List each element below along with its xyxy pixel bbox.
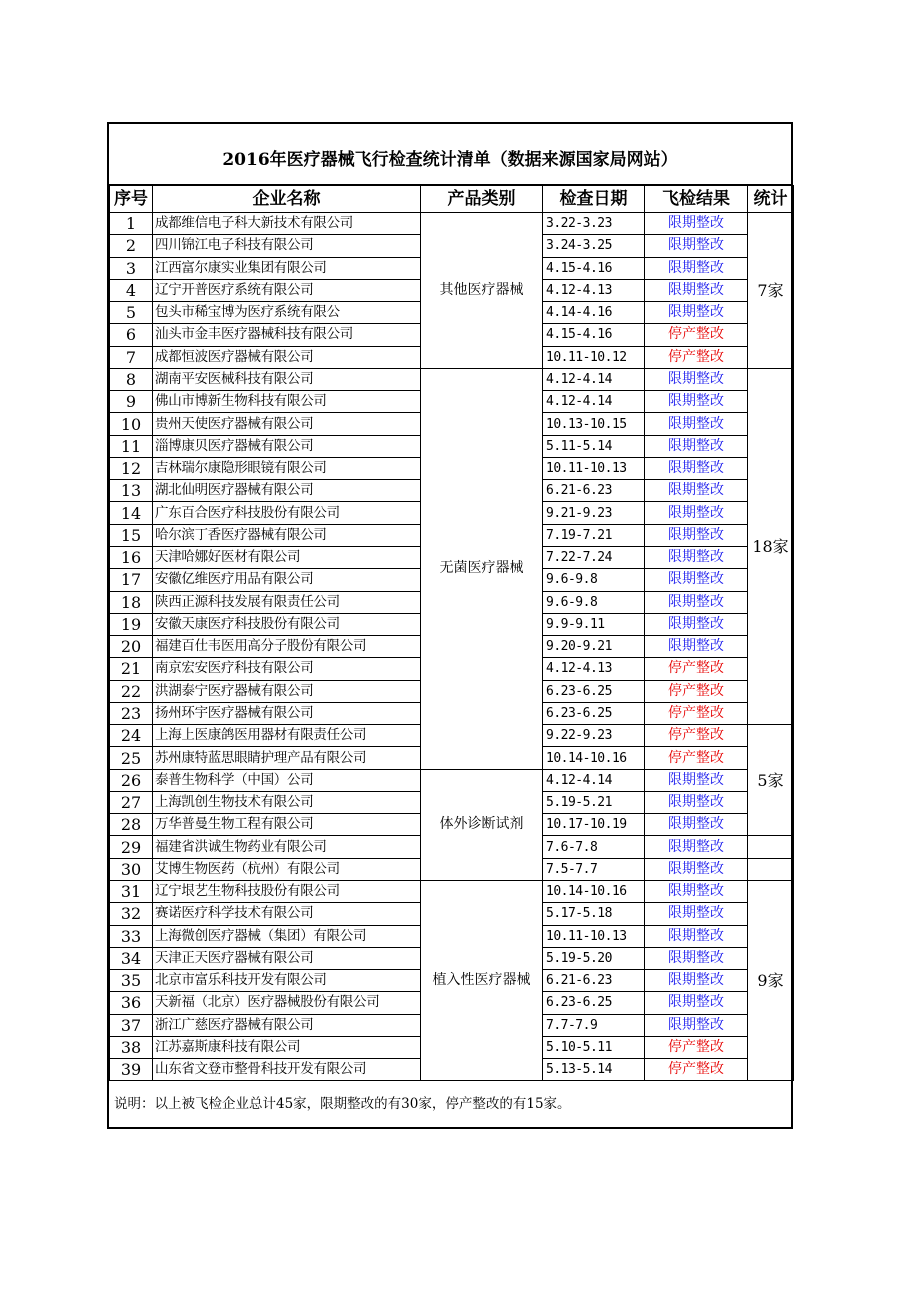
row-number: 20 (110, 636, 153, 658)
company-name: 山东省文登市整骨科技开发有限公司 (153, 1059, 421, 1081)
company-name: 上海凯创生物技术有限公司 (153, 791, 421, 813)
product-category: 植入性医疗器械 (421, 880, 543, 1080)
inspection-date: 4.15-4.16 (543, 257, 645, 279)
group-count (748, 836, 794, 858)
company-name: 福建省洪诚生物药业有限公司 (153, 836, 421, 858)
company-name: 万华普曼生物工程有限公司 (153, 814, 421, 836)
row-number: 19 (110, 613, 153, 635)
inspection-date: 9.6-9.8 (543, 569, 645, 591)
inspection-result: 限期整改 (645, 814, 748, 836)
row-number: 2 (110, 235, 153, 257)
sheet-title: 2016年医疗器械飞行检查统计清单（数据来源国家局网站） (109, 124, 791, 185)
inspection-date: 5.13-5.14 (543, 1059, 645, 1081)
inspection-date: 6.21-6.23 (543, 480, 645, 502)
row-number: 26 (110, 769, 153, 791)
company-name: 天津哈娜好医材有限公司 (153, 546, 421, 568)
inspection-date: 6.21-6.23 (543, 970, 645, 992)
inspection-date: 10.13-10.15 (543, 413, 645, 435)
inspection-date: 4.12-4.14 (543, 368, 645, 390)
inspection-result: 停产整改 (645, 747, 748, 769)
inspection-date: 4.12-4.14 (543, 769, 645, 791)
inspection-date: 4.12-4.13 (543, 279, 645, 301)
company-name: 佛山市博新生物科技有限公司 (153, 391, 421, 413)
inspection-result: 限期整改 (645, 391, 748, 413)
company-name: 四川锦江电子科技有限公司 (153, 235, 421, 257)
inspection-result: 停产整改 (645, 680, 748, 702)
row-number: 37 (110, 1014, 153, 1036)
row-number: 34 (110, 947, 153, 969)
inspection-date: 7.19-7.21 (543, 524, 645, 546)
row-number: 10 (110, 413, 153, 435)
row-number: 36 (110, 992, 153, 1014)
company-name: 辽宁垠艺生物科技股份有限公司 (153, 880, 421, 902)
table-row (110, 213, 794, 235)
inspection-date: 5.10-5.11 (543, 1036, 645, 1058)
summary-note: 说明：以上被飞检企业总计45家，限期整改的有30家，停产整改的有15家。 (114, 1096, 571, 1112)
inspection-result: 停产整改 (645, 658, 748, 680)
company-name: 洪湖泰宁医疗器械有限公司 (153, 680, 421, 702)
company-name: 上海微创医疗器械（集团）有限公司 (153, 925, 421, 947)
row-number: 7 (110, 346, 153, 368)
inspection-result: 限期整改 (645, 524, 748, 546)
inspection-date: 10.11-10.13 (543, 457, 645, 479)
row-number: 21 (110, 658, 153, 680)
inspection-result: 限期整改 (645, 435, 748, 457)
inspection-date: 5.19-5.21 (543, 791, 645, 813)
inspection-date: 9.6-9.8 (543, 591, 645, 613)
row-number: 16 (110, 546, 153, 568)
inspection-date: 4.15-4.16 (543, 324, 645, 346)
company-name: 淄博康贝医疗器械有限公司 (153, 435, 421, 457)
company-name: 南京宏安医疗科技有限公司 (153, 658, 421, 680)
inspection-date: 9.22-9.23 (543, 725, 645, 747)
company-name: 浙江广慈医疗器械有限公司 (153, 1014, 421, 1036)
inspection-result: 限期整改 (645, 368, 748, 390)
company-name: 广东百合医疗科技股份有限公司 (153, 502, 421, 524)
company-name: 福建百仕韦医用高分子股份有限公司 (153, 636, 421, 658)
inspection-date: 3.24-3.25 (543, 235, 645, 257)
row-number: 38 (110, 1036, 153, 1058)
inspection-result: 限期整改 (645, 413, 748, 435)
group-count: 18家 (748, 368, 794, 724)
company-name: 湖北仙明医疗器械有限公司 (153, 480, 421, 502)
inspection-result: 限期整改 (645, 591, 748, 613)
inspection-result: 限期整改 (645, 546, 748, 568)
row-number: 15 (110, 524, 153, 546)
inspection-result: 停产整改 (645, 324, 748, 346)
row-number: 31 (110, 880, 153, 902)
company-name: 贵州天使医疗器械有限公司 (153, 413, 421, 435)
inspection-date: 4.14-4.16 (543, 302, 645, 324)
group-count (748, 858, 794, 880)
header-no: 序号 (110, 186, 153, 213)
inspection-result: 限期整改 (645, 302, 748, 324)
header-category: 产品类别 (421, 186, 543, 213)
inspection-sheet (107, 122, 793, 1129)
inspection-date: 7.22-7.24 (543, 546, 645, 568)
row-number: 9 (110, 391, 153, 413)
company-name: 包头市稀宝博为医疗系统有限公 (153, 302, 421, 324)
header-result: 飞检结果 (645, 186, 748, 213)
inspection-date: 5.19-5.20 (543, 947, 645, 969)
row-number: 24 (110, 725, 153, 747)
inspection-result: 限期整改 (645, 257, 748, 279)
inspection-result: 停产整改 (645, 725, 748, 747)
company-name: 江西富尔康实业集团有限公司 (153, 257, 421, 279)
row-number: 3 (110, 257, 153, 279)
inspection-result: 限期整改 (645, 502, 748, 524)
inspection-result: 限期整改 (645, 925, 748, 947)
company-name: 江苏嘉斯康科技有限公司 (153, 1036, 421, 1058)
inspection-date: 4.12-4.13 (543, 658, 645, 680)
row-number: 39 (110, 1059, 153, 1081)
row-number: 6 (110, 324, 153, 346)
group-count: 7家 (748, 213, 794, 369)
inspection-date: 10.14-10.16 (543, 747, 645, 769)
product-category: 体外诊断试剂 (421, 769, 543, 880)
row-number: 35 (110, 970, 153, 992)
inspection-date: 3.22-3.23 (543, 213, 645, 235)
row-number: 4 (110, 279, 153, 301)
table-row (110, 880, 794, 902)
inspection-result: 限期整改 (645, 903, 748, 925)
inspection-result: 停产整改 (645, 702, 748, 724)
company-name: 吉林瑞尔康隐形眼镜有限公司 (153, 457, 421, 479)
inspection-date: 10.14-10.16 (543, 880, 645, 902)
inspection-date: 9.21-9.23 (543, 502, 645, 524)
product-category: 其他医疗器械 (421, 213, 543, 369)
company-name: 湖南平安医械科技有限公司 (153, 368, 421, 390)
header-name: 企业名称 (153, 186, 421, 213)
inspection-result: 限期整改 (645, 947, 748, 969)
group-count: 5家 (748, 725, 794, 836)
company-name: 辽宁开普医疗系统有限公司 (153, 279, 421, 301)
company-name: 天新福（北京）医疗器械股份有限公司 (153, 992, 421, 1014)
row-number: 13 (110, 480, 153, 502)
inspection-date: 10.17-10.19 (543, 814, 645, 836)
group-count: 9家 (748, 880, 794, 1080)
inspection-result: 限期整改 (645, 279, 748, 301)
row-number: 32 (110, 903, 153, 925)
inspection-result: 限期整改 (645, 836, 748, 858)
product-category: 无菌医疗器械 (421, 368, 543, 769)
inspection-result: 限期整改 (645, 970, 748, 992)
header-date: 检查日期 (543, 186, 645, 213)
inspection-date: 6.23-6.25 (543, 702, 645, 724)
inspection-result: 限期整改 (645, 1014, 748, 1036)
inspection-result: 限期整改 (645, 858, 748, 880)
company-name: 上海上医康鸽医用器材有限责任公司 (153, 725, 421, 747)
inspection-table (109, 185, 794, 1081)
inspection-date: 6.23-6.25 (543, 992, 645, 1014)
company-name: 安徽天康医疗科技股份有限公司 (153, 613, 421, 635)
inspection-result: 限期整改 (645, 613, 748, 635)
table-row (110, 368, 794, 390)
inspection-result: 限期整改 (645, 791, 748, 813)
row-number: 27 (110, 791, 153, 813)
inspection-result: 停产整改 (645, 1036, 748, 1058)
header-row (110, 186, 794, 213)
row-number: 23 (110, 702, 153, 724)
row-number: 1 (110, 213, 153, 235)
row-number: 18 (110, 591, 153, 613)
company-name: 陕西正源科技发展有限责任公司 (153, 591, 421, 613)
inspection-date: 6.23-6.25 (543, 680, 645, 702)
company-name: 汕头市金丰医疗器械科技有限公司 (153, 324, 421, 346)
inspection-result: 限期整改 (645, 880, 748, 902)
row-number: 8 (110, 368, 153, 390)
inspection-date: 9.20-9.21 (543, 636, 645, 658)
row-number: 33 (110, 925, 153, 947)
inspection-result: 限期整改 (645, 213, 748, 235)
inspection-result: 限期整改 (645, 569, 748, 591)
row-number: 22 (110, 680, 153, 702)
inspection-result: 限期整改 (645, 480, 748, 502)
company-name: 赛诺医疗科学技术有限公司 (153, 903, 421, 925)
row-number: 14 (110, 502, 153, 524)
header-stat: 统计 (748, 186, 794, 213)
company-name: 成都恒波医疗器械有限公司 (153, 346, 421, 368)
inspection-date: 5.11-5.14 (543, 435, 645, 457)
inspection-result: 限期整改 (645, 235, 748, 257)
company-name: 成都维信电子科大新技术有限公司 (153, 213, 421, 235)
row-number: 29 (110, 836, 153, 858)
company-name: 扬州环宇医疗器械有限公司 (153, 702, 421, 724)
inspection-date: 10.11-10.13 (543, 925, 645, 947)
row-number: 17 (110, 569, 153, 591)
inspection-result: 停产整改 (645, 346, 748, 368)
company-name: 天津正天医疗器械有限公司 (153, 947, 421, 969)
inspection-date: 7.6-7.8 (543, 836, 645, 858)
row-number: 5 (110, 302, 153, 324)
inspection-result: 限期整改 (645, 769, 748, 791)
row-number: 30 (110, 858, 153, 880)
inspection-date: 9.9-9.11 (543, 613, 645, 635)
company-name: 泰普生物科学（中国）公司 (153, 769, 421, 791)
row-number: 28 (110, 814, 153, 836)
inspection-date: 5.17-5.18 (543, 903, 645, 925)
inspection-result: 停产整改 (645, 1059, 748, 1081)
company-name: 北京市富乐科技开发有限公司 (153, 970, 421, 992)
inspection-date: 10.11-10.12 (543, 346, 645, 368)
company-name: 哈尔滨丁香医疗器械有限公司 (153, 524, 421, 546)
inspection-date: 7.7-7.9 (543, 1014, 645, 1036)
row-number: 11 (110, 435, 153, 457)
company-name: 艾博生物医药（杭州）有限公司 (153, 858, 421, 880)
inspection-result: 限期整改 (645, 992, 748, 1014)
row-number: 25 (110, 747, 153, 769)
inspection-date: 4.12-4.14 (543, 391, 645, 413)
table-row (110, 769, 794, 791)
company-name: 苏州康特蓝思眼睛护理产品有限公司 (153, 747, 421, 769)
row-number: 12 (110, 457, 153, 479)
company-name: 安徽亿维医疗用品有限公司 (153, 569, 421, 591)
inspection-result: 限期整改 (645, 636, 748, 658)
inspection-date: 7.5-7.7 (543, 858, 645, 880)
inspection-result: 限期整改 (645, 457, 748, 479)
